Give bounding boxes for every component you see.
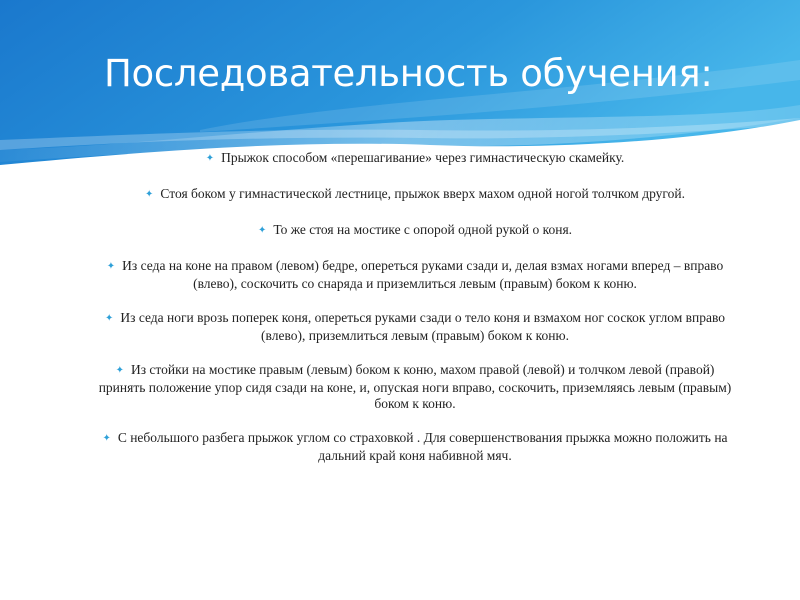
slide-header-banner	[0, 0, 800, 165]
star-bullet-icon: ✦	[257, 225, 267, 236]
bullet-list	[95, 150, 735, 482]
star-bullet-icon: ✦	[145, 189, 154, 200]
star-bullet-icon: ✦	[104, 313, 114, 324]
list-item-text: То же стоя на мостике с опорой одной рукой о коня.	[273, 222, 573, 237]
list-item	[95, 430, 735, 464]
list-item-text: С небольшого разбега прыжок углом со страховкой . Для совершенствования прыжка можно положить на дальний край коня набивной мяч.	[117, 430, 728, 463]
slide-title: Последовательность обучения:	[104, 52, 713, 95]
star-bullet-icon: ✦	[102, 433, 111, 444]
list-item	[95, 310, 735, 344]
list-item-text: Из седа ноги врозь поперек коня, опереться руками сзади о тело коня и взмахом ног соскок углом вправо (влево), приземлиться левым (правым) боком к коню.	[120, 310, 725, 343]
list-item-text: Из стойки на мостике правым (левым) боком к коню, махом правой (левой) и толчком левой (правой) принять положение упор сидя сзади на коне, и, опуская ноги вправо, соскочить, приземляясь левым (правым) боком к коню.	[98, 362, 732, 411]
list-item-text: Стоя боком у гимнастической лестнице, прыжок вверх махом одной ногой толчком другой.	[160, 186, 685, 201]
list-item-text: Из седа на коне на правом (левом) бедре, опереться руками сзади и, делая взмах ногами вперед – вправо (влево), соскочить со снаряда и приземлиться левым (правым) боком к коню.	[122, 258, 724, 291]
list-item-text: Прыжок способом «перешагивание» через гимнастическую скамейку.	[221, 150, 625, 165]
list-item	[95, 150, 735, 168]
list-item	[95, 362, 735, 412]
star-bullet-icon: ✦	[205, 153, 215, 164]
list-item	[95, 186, 735, 204]
list-item	[95, 258, 735, 292]
star-bullet-icon: ✦	[115, 365, 124, 376]
list-item	[95, 222, 735, 240]
star-bullet-icon: ✦	[106, 261, 116, 272]
